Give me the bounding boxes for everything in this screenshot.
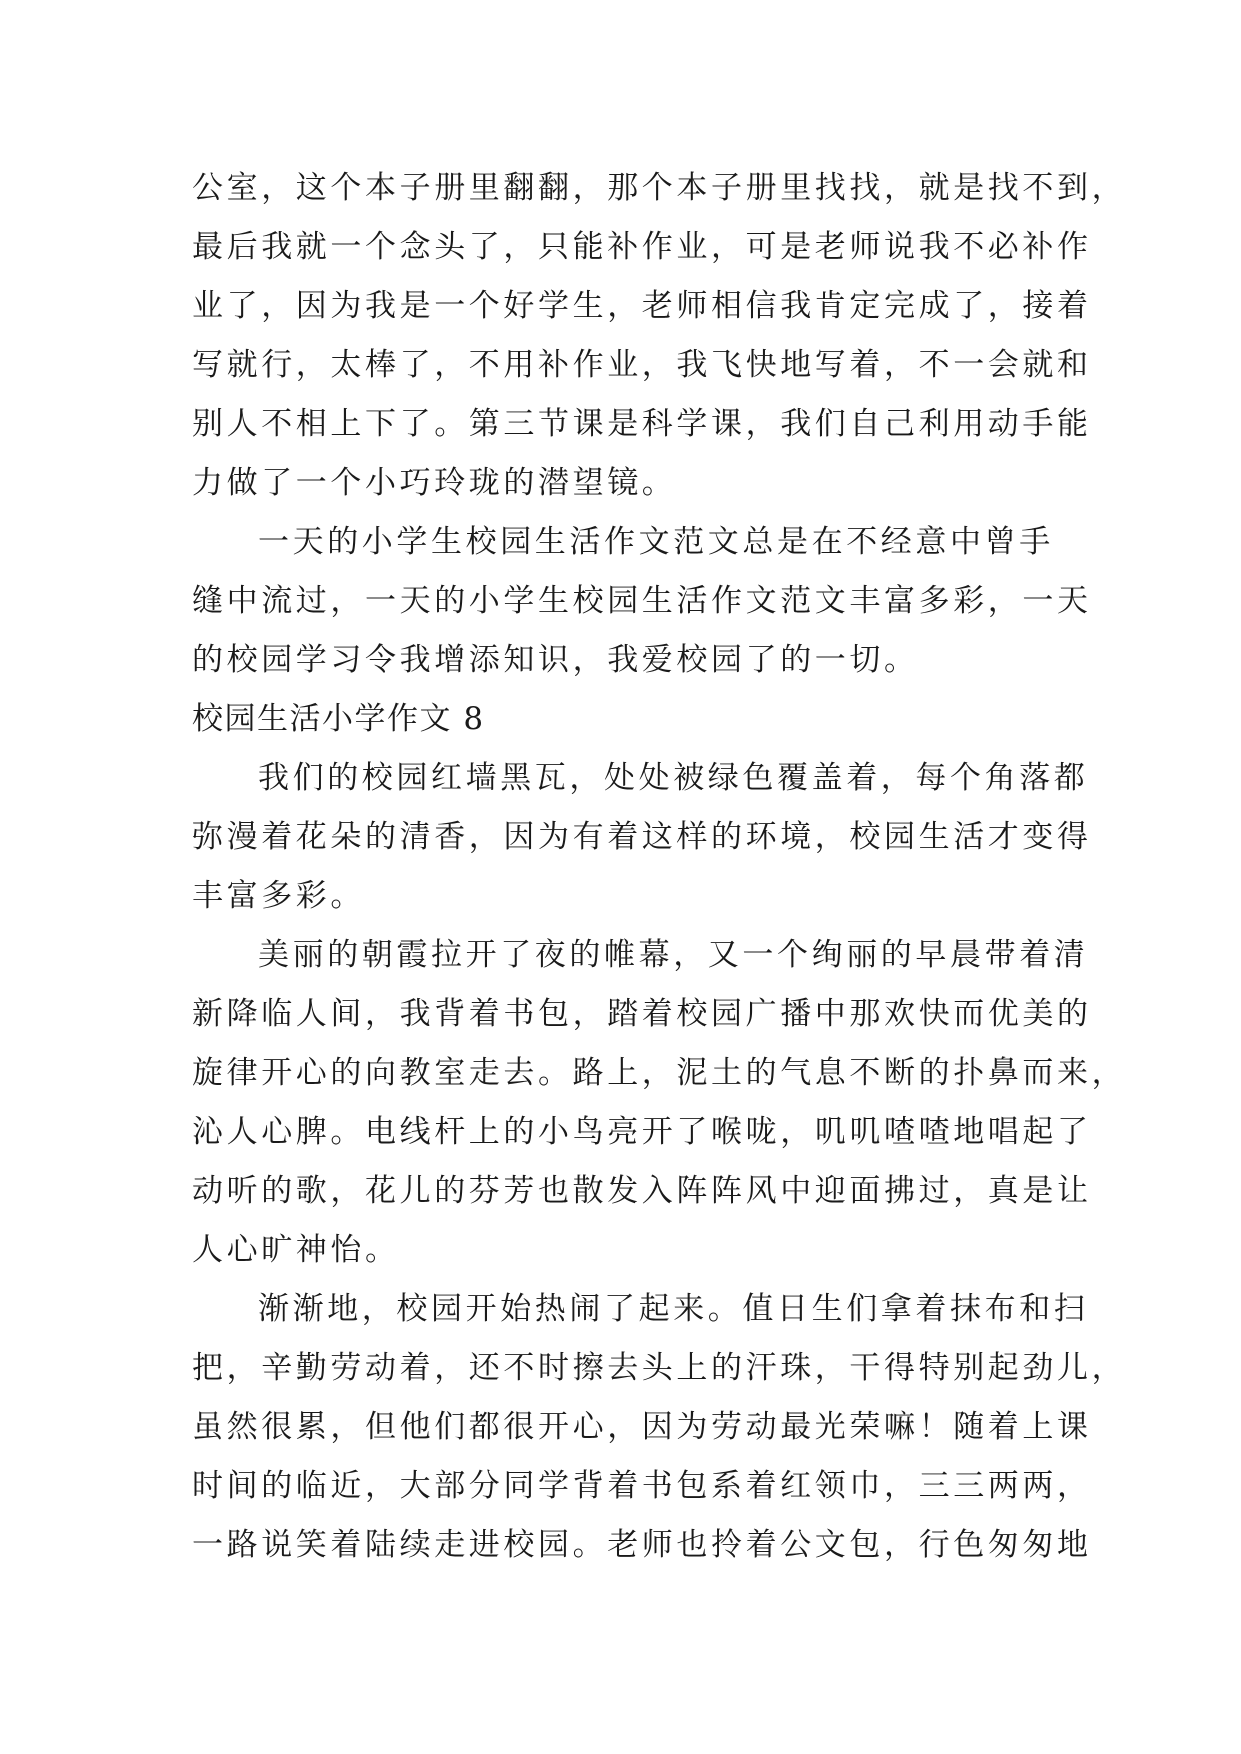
text-line: 一路说笑着陆续走进校园。老师也拎着公文包，行色匆匆地 [192,1527,1092,1563]
text-line: 渐渐地，校园开始热闹了起来。值日生们拿着抹布和扫 [258,1291,1089,1327]
text-line: 缝中流过，一天的小学生校园生活作文范文丰富多彩，一天 [192,583,1092,619]
text-line: 最后我就一个念头了，只能补作业，可是老师说我不必补作 [192,229,1092,265]
text-line: 沁人心脾。电线杆上的小鸟亮开了喉咙，叽叽喳喳地唱起了 [192,1114,1092,1150]
text-line: 把，辛勤劳动着，还不时擦去头上的汗珠，干得特别起劲儿， [192,1350,1127,1386]
text-line: 丰富多彩。 [192,878,365,914]
text-line: 一天的小学生校园生活作文范文总是在不经意中曾手 [258,524,1054,560]
paragraph-2 [192,926,1127,1280]
section-heading: 校园生活小学作文 8 [192,701,485,737]
text-line: 美丽的朝霞拉开了夜的帷幕，又一个绚丽的早晨带着清 [258,937,1089,973]
text-line: 虽然很累，但他们都很开心，因为劳动最光荣嘛！随着上课 [192,1409,1092,1445]
text-line: 弥漫着花朵的清香，因为有着这样的环境，校园生活才变得 [192,819,1092,855]
paragraph-3 [192,1280,1127,1575]
text-line: 旋律开心的向教室走去。路上，泥土的气息不断的扑鼻而来， [192,1055,1127,1091]
text-line: 新降临人间，我背着书包，踏着校园广播中那欢快而优美的 [192,996,1092,1032]
text-line: 的校园学习令我增添知识，我爱校园了的一切。 [192,642,919,678]
text-line: 人心旷神怡。 [192,1232,400,1268]
text-line: 业了，因为我是一个好学生，老师相信我肯定完成了，接着 [192,288,1092,324]
paragraph-1 [192,749,1092,926]
text-line: 时间的临近，大部分同学背着书包系着红领巾，三三两两， [192,1468,1092,1504]
text-line: 动听的歌，花儿的芬芳也散发入阵阵风中迎面拂过，真是让 [192,1173,1092,1209]
paragraph-continuation [192,159,1127,513]
text-line: 力做了一个小巧玲珑的潜望镜。 [192,465,677,501]
document-body [192,159,1127,1575]
text-line: 别人不相上下了。第三节课是科学课，我们自己利用动手能 [192,406,1092,442]
text-line: 我们的校园红墙黑瓦，处处被绿色覆盖着，每个角落都 [258,760,1089,796]
text-line: 公室，这个本子册里翻翻，那个本子册里找找，就是找不到， [192,170,1127,206]
paragraph-summary [192,513,1092,690]
text-line: 写就行，太棒了，不用补作业，我飞快地写着，不一会就和 [192,347,1092,383]
